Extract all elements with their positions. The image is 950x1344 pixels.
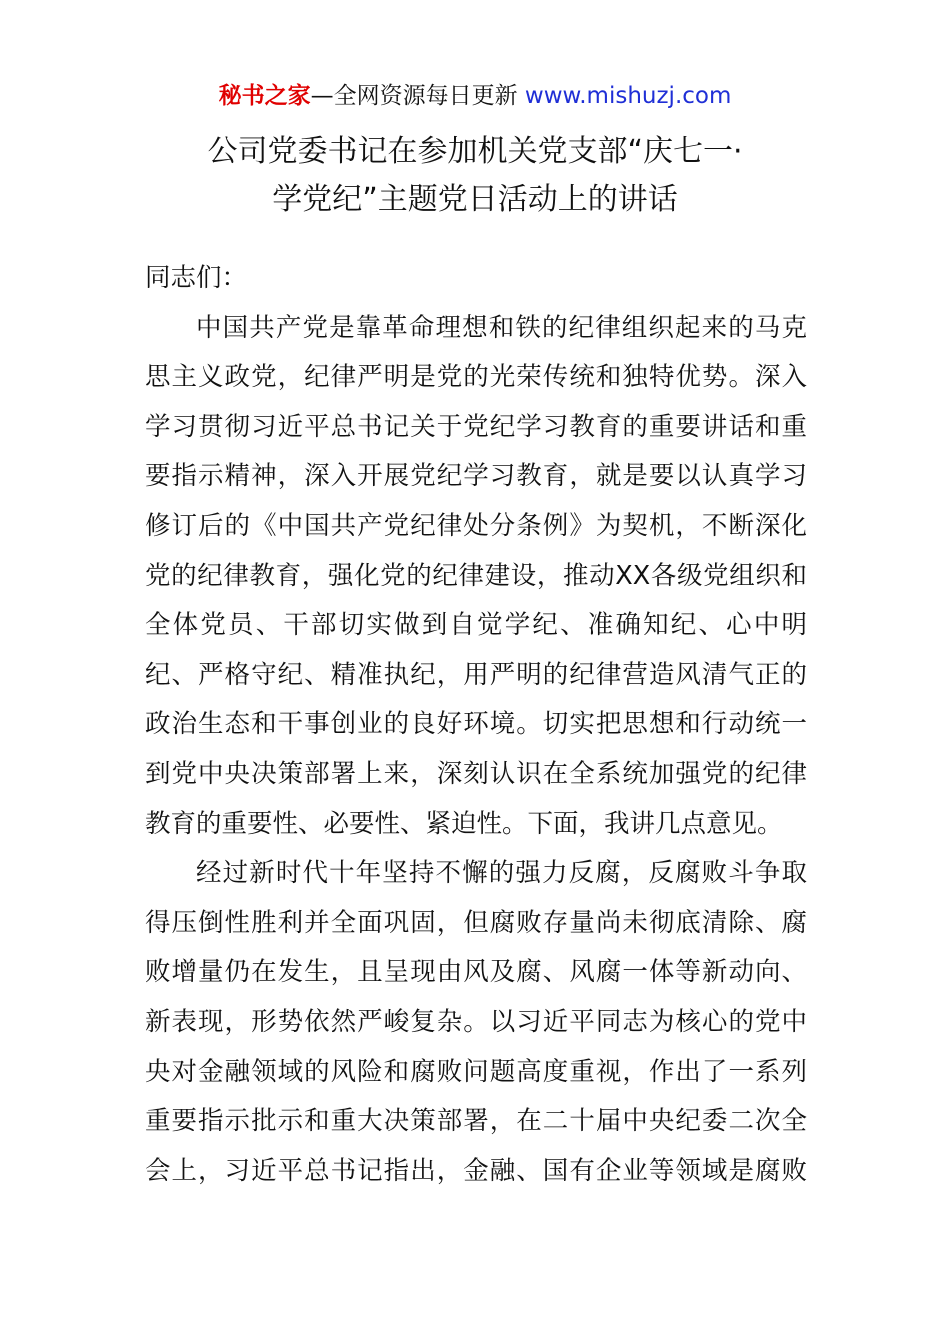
- body-line: 学习贯彻习近平总书记关于党纪学习教育的重要讲话和重: [145, 411, 807, 442]
- body-line: 政治生态和干事创业的良好环境。切实把思想和行动统一: [145, 709, 807, 740]
- body-line: 得压倒性胜利并全面巩固，但腐败存量尚未彻底清除、腐: [145, 907, 807, 938]
- title-line-2: 学党纪”主题党日活动上的讲话: [272, 182, 678, 217]
- site-url[interactable]: www.mishuzj.com: [524, 83, 732, 109]
- body-line: 经过新时代十年坚持不懈的强力反腐，反腐败斗争取: [196, 858, 807, 889]
- body-line: 思主义政党，纪律严明是党的光荣传统和独特优势。深入: [145, 362, 807, 393]
- body-line: 中国共产党是靠革命理想和铁的纪律组织起来的马克: [196, 312, 807, 343]
- body-line: 要指示精神，深入开展党纪学习教育，就是要以认真学习: [145, 461, 807, 492]
- body-line: 新表现，形势依然严峻复杂。以习近平同志为核心的党中: [145, 1006, 807, 1037]
- body-line: 到党中央决策部署上来，深刻认识在全系统加强党的纪律: [145, 758, 807, 789]
- body-line: 全体党员、干部切实做到自觉学纪、准确知纪、心中明: [145, 610, 807, 641]
- body-line: 教育的重要性、必要性、紧迫性。下面，我讲几点意见。: [145, 808, 783, 839]
- body-line: 败增量仍在发生，且呈现由风及腐、风腐一体等新动向、: [145, 957, 807, 988]
- body-line: 党的纪律教育，强化党的纪律建设，推动XX各级党组织和: [145, 560, 807, 591]
- site-header: [0, 80, 950, 112]
- body-line: 纪、严格守纪、精准执纪，用严明的纪律营造风清气正的: [145, 659, 807, 690]
- body-line: 重要指示批示和重大决策部署，在二十届中央纪委二次全: [145, 1106, 807, 1137]
- salutation: 同志们：: [145, 263, 248, 293]
- brand-name: 秘书之家: [218, 83, 311, 109]
- body-line: 会上，习近平总书记指出，金融、国有企业等领域是腐败: [145, 1155, 807, 1186]
- title-line-1: 公司党委书记在参加机关党支部“庆七一·: [207, 134, 743, 169]
- document-body: [145, 254, 807, 1196]
- body-line: 修订后的《中国共产党纪律处分条例》为契机，不断深化: [145, 510, 807, 541]
- header-tagline: —全网资源每日更新: [310, 83, 525, 109]
- body-line: 央对金融领域的风险和腐败问题高度重视，作出了一系列: [145, 1056, 807, 1087]
- document-title: [0, 128, 950, 224]
